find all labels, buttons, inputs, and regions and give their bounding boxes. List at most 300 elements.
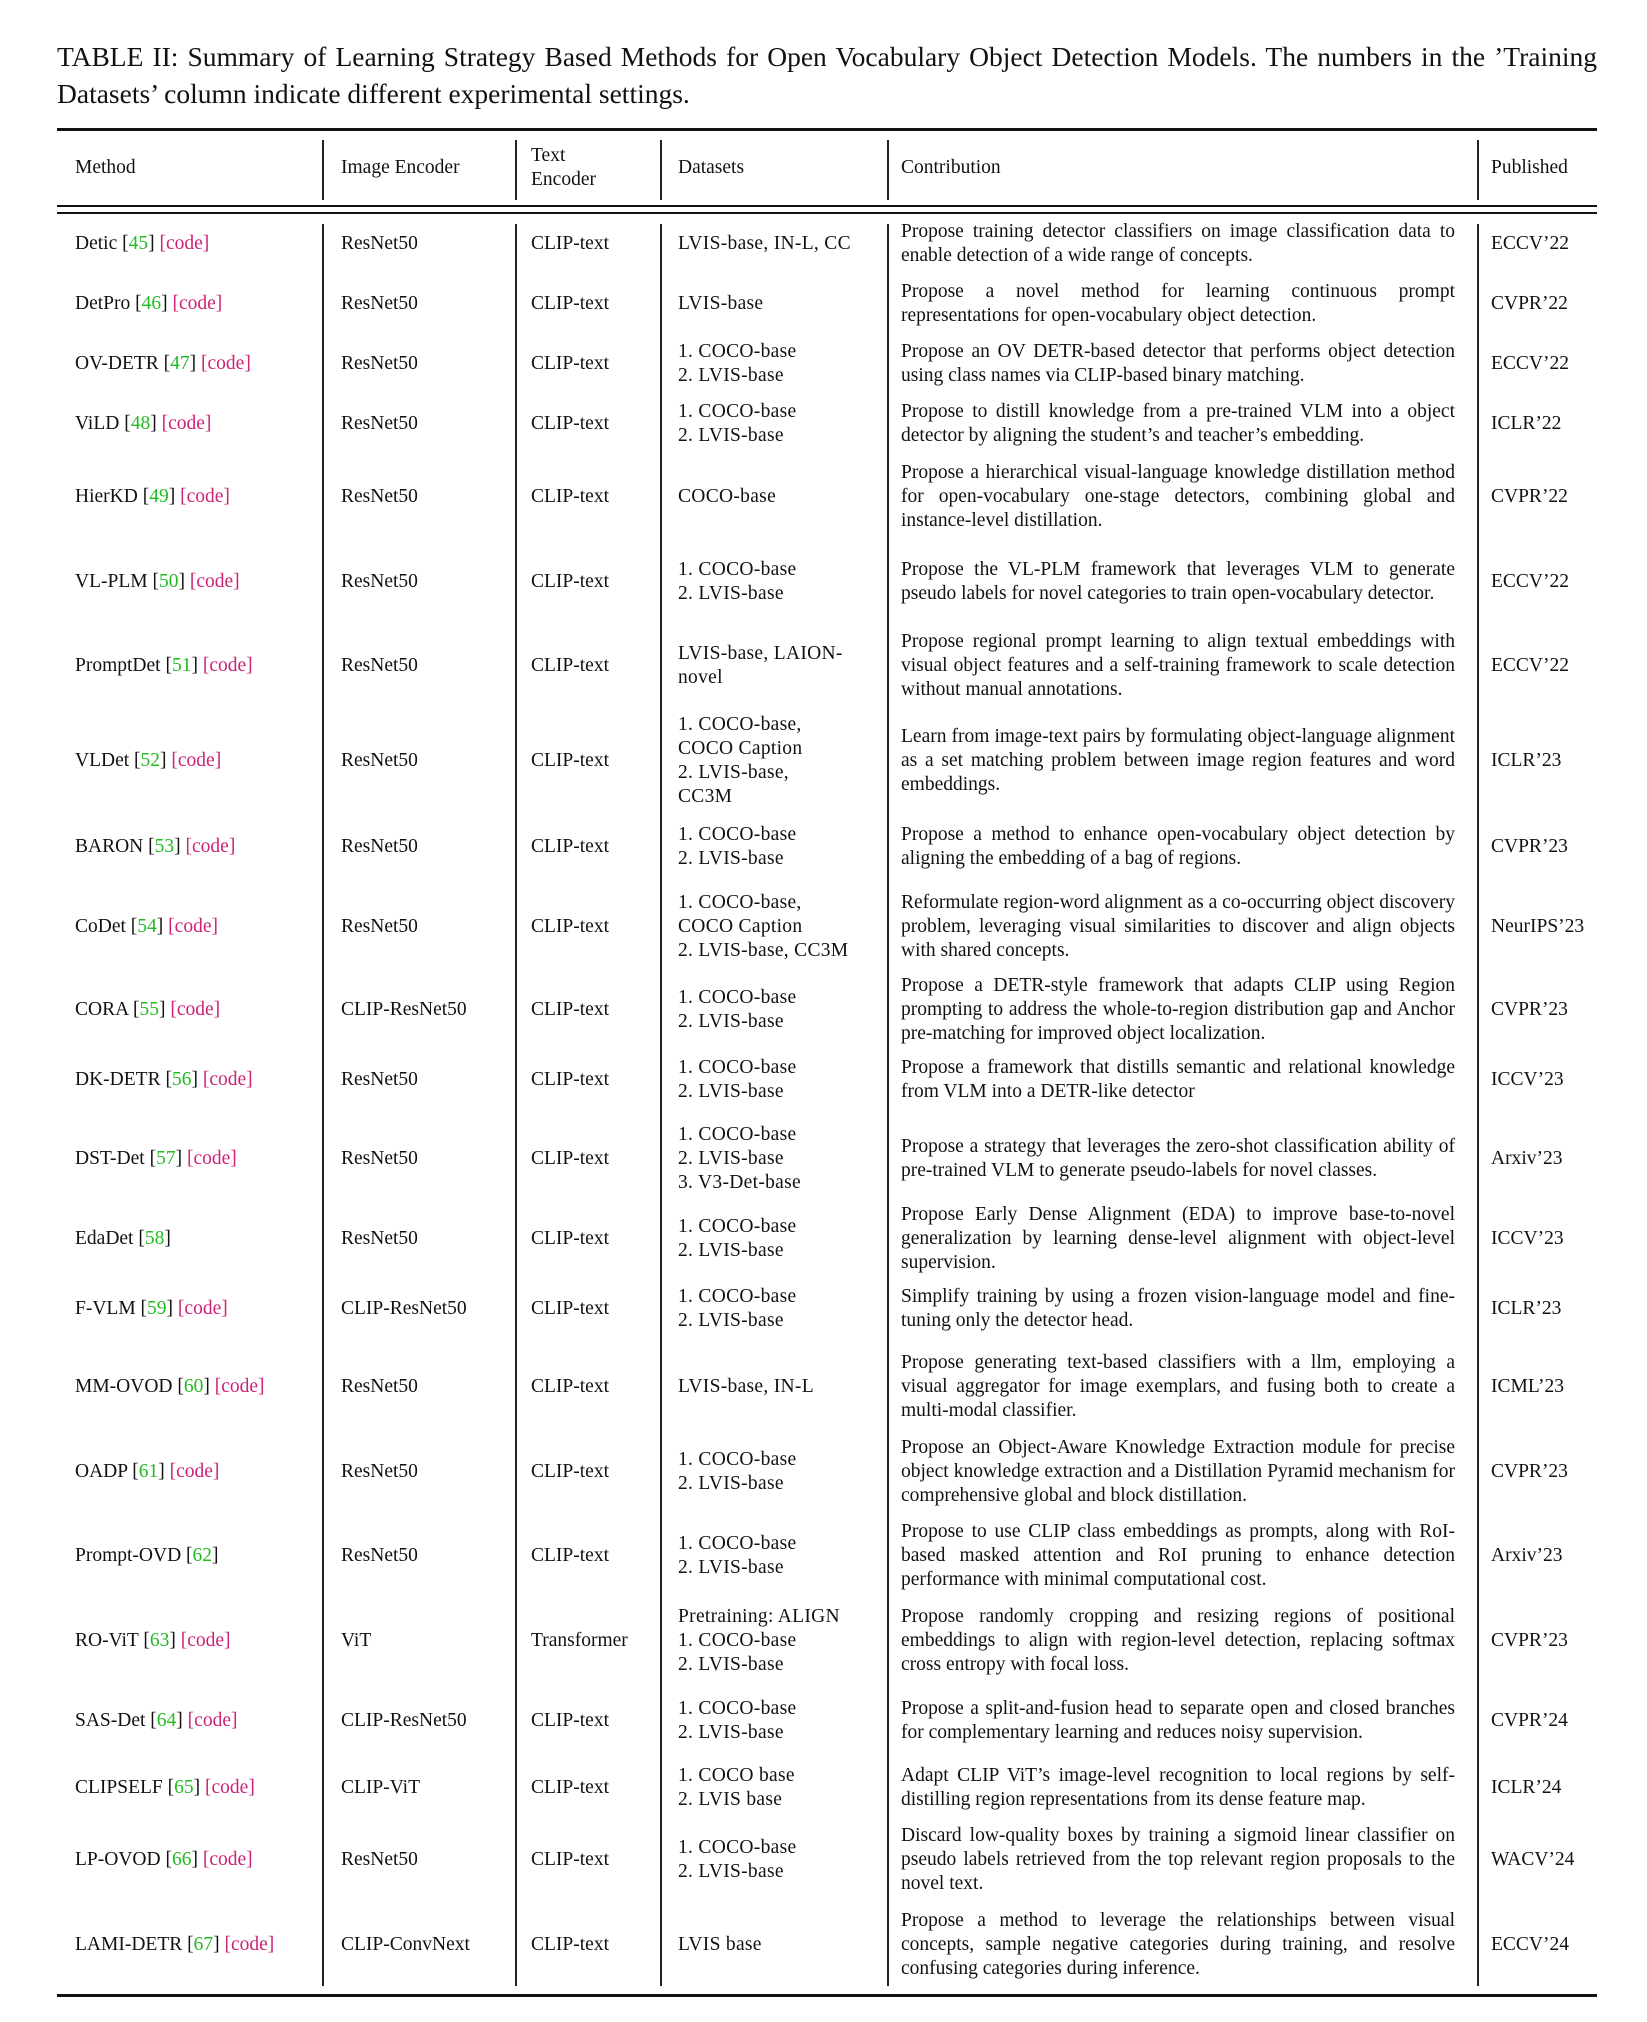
published-cell bbox=[1491, 1046, 1603, 1114]
code-link[interactable]: [code] bbox=[202, 655, 253, 676]
method-cell: Prompt-OVD [62] bbox=[75, 1545, 219, 1566]
table-row bbox=[0, 1046, 1647, 1114]
method-name: DetPro bbox=[75, 293, 131, 314]
contribution-cell bbox=[901, 708, 1455, 814]
method-cell: Detic [45] [code] bbox=[75, 233, 210, 254]
datasets-cell bbox=[678, 454, 868, 540]
image-encoder-cell bbox=[341, 454, 511, 540]
text-encoder-cell bbox=[531, 394, 656, 454]
published-cell bbox=[1491, 1344, 1603, 1430]
citation-link[interactable]: 55 bbox=[139, 999, 159, 1020]
text-encoder-text: CLIP-text bbox=[531, 1069, 609, 1090]
image-encoder-cell bbox=[341, 708, 511, 814]
contribution-text: Propose a method to leverage the relationships between visual concepts, sample negative categories during training, and resolve confusing categories during inference. bbox=[901, 1910, 1455, 1979]
contribution-text: Propose a strategy that leverages the zero-shot classification ability of pre-trained VLM to generate pseudo-labels for novel classes. bbox=[901, 1136, 1455, 1181]
method-name: OV-DETR bbox=[75, 353, 159, 374]
contribution-text: Propose a hierarchical visual-language knowledge distillation method for open-vocabulary one-stage detectors, combining global and instance-level distillation. bbox=[901, 462, 1455, 531]
text-encoder-text: CLIP-text bbox=[531, 1934, 609, 1955]
text-encoder-text: CLIP-text bbox=[531, 1777, 609, 1798]
method-name: HierKD bbox=[75, 486, 138, 507]
datasets-text: 1. COCO-base 2. LVIS-base bbox=[678, 401, 797, 446]
method-name: F-VLM bbox=[75, 1298, 136, 1319]
column-divider bbox=[660, 140, 662, 200]
text-encoder-text: CLIP-text bbox=[531, 353, 609, 374]
text-encoder-text: CLIP-text bbox=[531, 1228, 609, 1249]
method-name: LAMI-DETR bbox=[75, 1934, 183, 1955]
published-text: ICLR’23 bbox=[1491, 750, 1562, 771]
contribution-text: Propose an OV DETR-based detector that performs object detection using class names via CLIP-based binary matching. bbox=[901, 341, 1455, 386]
method-cell: ViLD [48] [code] bbox=[75, 413, 212, 434]
published-cell bbox=[1491, 708, 1603, 814]
datasets-cell bbox=[678, 274, 868, 334]
code-link[interactable]: [code] bbox=[159, 233, 210, 254]
code-link[interactable]: [code] bbox=[170, 999, 221, 1020]
datasets-text: 1. COCO-base 2. LVIS-base bbox=[678, 1837, 797, 1882]
datasets-text: 1. COCO-base, COCO Caption 2. LVIS-base, CC3M bbox=[678, 714, 803, 807]
code-link[interactable]: [code] bbox=[214, 1376, 265, 1397]
published-text: CVPR’24 bbox=[1491, 1710, 1568, 1731]
contribution-text: Propose a split-and-fusion head to separate open and closed branches for complementary learning and reduces noisy supervision. bbox=[901, 1698, 1455, 1743]
datasets-text: LVIS-base, IN-L, CC bbox=[678, 233, 851, 254]
image-encoder-text: ViT bbox=[341, 1630, 372, 1651]
datasets-text: 1. COCO-base 2. LVIS-base bbox=[678, 987, 797, 1032]
code-link[interactable]: [code] bbox=[168, 916, 218, 937]
method-cell: LP-OVOD [66] [code] bbox=[75, 1849, 253, 1870]
published-cell bbox=[1491, 1114, 1603, 1204]
text-encoder-cell bbox=[531, 1684, 656, 1758]
citation-link[interactable]: 61 bbox=[138, 1461, 159, 1482]
method-name: RO-ViT bbox=[75, 1630, 139, 1651]
published-text: ICCV’23 bbox=[1491, 1228, 1564, 1249]
method-name: VL-PLM bbox=[75, 571, 148, 592]
text-encoder-cell bbox=[531, 974, 656, 1046]
image-encoder-text: ResNet50 bbox=[341, 655, 418, 676]
datasets-text: Pretraining: ALIGN 1. COCO-base 2. LVIS-base bbox=[678, 1606, 840, 1675]
image-encoder-cell bbox=[341, 1684, 511, 1758]
datasets-cell bbox=[678, 1274, 868, 1344]
column-divider bbox=[1477, 224, 1479, 1986]
published-cell bbox=[1491, 1204, 1603, 1274]
datasets-cell bbox=[678, 214, 868, 274]
method-cell: VLDet [52] [code] bbox=[75, 750, 222, 771]
text-encoder-cell bbox=[531, 880, 656, 974]
code-link[interactable]: [code] bbox=[186, 1148, 237, 1169]
text-encoder-text: CLIP-text bbox=[531, 836, 609, 857]
table-row bbox=[0, 1902, 1647, 1988]
image-encoder-text: ResNet50 bbox=[341, 1228, 418, 1249]
datasets-cell bbox=[678, 814, 868, 880]
text-encoder-cell bbox=[531, 624, 656, 708]
contribution-cell bbox=[901, 540, 1455, 624]
contribution-text: Propose generating text-based classifiers with a llm, employing a visual aggregator for image exemplars, and fusing both to create a multi-modal classifier. bbox=[901, 1352, 1455, 1421]
method-name: CLIPSELF bbox=[75, 1777, 163, 1798]
citation-link[interactable]: 45 bbox=[128, 233, 149, 254]
text-encoder-text: CLIP-text bbox=[531, 1298, 609, 1319]
contribution-cell bbox=[901, 880, 1455, 974]
table-row bbox=[0, 1818, 1647, 1902]
published-cell bbox=[1491, 1818, 1603, 1902]
column-divider bbox=[515, 140, 517, 200]
text-encoder-text: CLIP-text bbox=[531, 233, 609, 254]
image-encoder-cell bbox=[341, 974, 511, 1046]
contribution-text: Propose Early Dense Alignment (EDA) to improve base-to-novel generalization by learning dense-level alignment with object-level supervision. bbox=[901, 1204, 1455, 1273]
contribution-text: Propose to use CLIP class embeddings as prompts, along with RoI-based masked attention and RoI pruning to enhance detection performance with minimal computational cost. bbox=[901, 1521, 1455, 1590]
datasets-cell bbox=[678, 1114, 868, 1204]
citation-link[interactable]: 67 bbox=[193, 1934, 214, 1955]
published-cell bbox=[1491, 214, 1603, 274]
datasets-text: 1. COCO-base 2. LVIS-base bbox=[678, 559, 797, 604]
published-cell bbox=[1491, 880, 1603, 974]
method-name: PromptDet bbox=[75, 655, 161, 676]
citation-link[interactable]: 47 bbox=[170, 353, 190, 374]
contribution-text: Propose to distill knowledge from a pre-trained VLM into a object detector by aligning the student’s and teacher’s embedding. bbox=[901, 401, 1455, 446]
image-encoder-cell bbox=[341, 1902, 511, 1988]
column-divider bbox=[887, 140, 889, 200]
column-divider bbox=[887, 224, 889, 1986]
method-name: CORA bbox=[75, 999, 129, 1020]
image-encoder-cell bbox=[341, 274, 511, 334]
image-encoder-text: ResNet50 bbox=[341, 916, 418, 937]
header-rule-upper bbox=[57, 205, 1597, 207]
code-link[interactable]: [code] bbox=[177, 1298, 228, 1319]
citation-link[interactable]: 66 bbox=[171, 1849, 192, 1870]
citation-link[interactable]: 58 bbox=[144, 1228, 165, 1249]
method-cell: RO-ViT [63] [code] bbox=[75, 1630, 231, 1651]
image-encoder-text: CLIP-ResNet50 bbox=[341, 999, 467, 1020]
text-encoder-text: CLIP-text bbox=[531, 1849, 609, 1870]
header-method: Method bbox=[75, 157, 136, 178]
published-text: CVPR’23 bbox=[1491, 836, 1568, 857]
citation-link[interactable]: 51 bbox=[171, 655, 192, 676]
published-cell bbox=[1491, 1274, 1603, 1344]
text-encoder-text: CLIP-text bbox=[531, 1710, 609, 1731]
image-encoder-text: CLIP-ViT bbox=[341, 1777, 420, 1798]
image-encoder-cell bbox=[341, 1514, 511, 1598]
datasets-text: 1. COCO-base 2. LVIS-base 3. V3-Det-base bbox=[678, 1124, 801, 1193]
code-link[interactable]: [code] bbox=[172, 293, 223, 314]
method-name: SAS-Det bbox=[75, 1710, 146, 1731]
image-encoder-cell bbox=[341, 1114, 511, 1204]
method-cell: EdaDet [58] bbox=[75, 1228, 171, 1249]
image-encoder-cell bbox=[341, 334, 511, 394]
text-encoder-text: CLIP-text bbox=[531, 293, 609, 314]
contribution-cell bbox=[901, 454, 1455, 540]
method-cell: DetPro [46] [code] bbox=[75, 293, 223, 314]
image-encoder-cell bbox=[341, 1758, 511, 1818]
method-name: ViLD bbox=[75, 413, 120, 434]
text-encoder-text: CLIP-text bbox=[531, 1461, 609, 1482]
datasets-cell bbox=[678, 394, 868, 454]
citation-link[interactable]: 48 bbox=[130, 413, 151, 434]
datasets-text: 1. COCO-base 2. LVIS-base bbox=[678, 341, 797, 386]
text-encoder-text: CLIP-text bbox=[531, 1376, 609, 1397]
table-row bbox=[0, 624, 1647, 708]
image-encoder-cell bbox=[341, 1430, 511, 1514]
datasets-cell bbox=[678, 1684, 868, 1758]
table-row bbox=[0, 1598, 1647, 1684]
table-row bbox=[0, 274, 1647, 334]
datasets-text: LVIS-base bbox=[678, 293, 764, 314]
citation-link[interactable]: 52 bbox=[140, 750, 161, 771]
table-row bbox=[0, 708, 1647, 814]
text-encoder-cell bbox=[531, 708, 656, 814]
method-cell: DST-Det [57] [code] bbox=[75, 1148, 237, 1169]
citation-link[interactable]: 49 bbox=[149, 486, 169, 507]
image-encoder-text: ResNet50 bbox=[341, 353, 418, 374]
column-divider bbox=[660, 224, 662, 1986]
code-link[interactable]: [code] bbox=[180, 1630, 231, 1651]
datasets-text: 1. COCO-base 2. LVIS-base bbox=[678, 1057, 797, 1102]
contribution-text: Adapt CLIP ViT’s image-level recognition to local regions by self-distilling region representations from its dense feature map. bbox=[901, 1765, 1455, 1810]
published-cell bbox=[1491, 394, 1603, 454]
published-cell bbox=[1491, 1430, 1603, 1514]
method-cell: DK-DETR [56] [code] bbox=[75, 1069, 253, 1090]
image-encoder-text: ResNet50 bbox=[341, 1545, 418, 1566]
method-name: DK-DETR bbox=[75, 1069, 161, 1090]
text-encoder-text: CLIP-text bbox=[531, 486, 609, 507]
method-cell: CLIPSELF [65] [code] bbox=[75, 1777, 255, 1798]
image-encoder-text: ResNet50 bbox=[341, 1461, 418, 1482]
contribution-cell bbox=[901, 814, 1455, 880]
image-encoder-text: CLIP-ConvNext bbox=[341, 1934, 470, 1955]
text-encoder-cell bbox=[531, 1046, 656, 1114]
image-encoder-cell bbox=[341, 540, 511, 624]
table-row bbox=[0, 880, 1647, 974]
image-encoder-cell bbox=[341, 1344, 511, 1430]
table-header bbox=[0, 131, 1647, 205]
table-row bbox=[0, 1114, 1647, 1204]
published-cell bbox=[1491, 334, 1603, 394]
contribution-text: Propose an Object-Aware Knowledge Extraction module for precise object knowledge extraction and a Distillation Pyramid mechanism for comprehensive global and block distillation. bbox=[901, 1437, 1455, 1506]
published-text: ECCV’22 bbox=[1491, 353, 1569, 374]
image-encoder-text: ResNet50 bbox=[341, 293, 418, 314]
code-link[interactable]: [code] bbox=[171, 750, 222, 771]
citation-link[interactable]: 46 bbox=[141, 293, 162, 314]
datasets-cell bbox=[678, 1430, 868, 1514]
citation-link[interactable]: 50 bbox=[158, 571, 179, 592]
published-text: ICML’23 bbox=[1491, 1376, 1564, 1397]
image-encoder-cell bbox=[341, 880, 511, 974]
method-name: OADP bbox=[75, 1461, 128, 1482]
method-cell: PromptDet [51] [code] bbox=[75, 655, 253, 676]
datasets-cell bbox=[678, 334, 868, 394]
datasets-cell bbox=[678, 1344, 868, 1430]
image-encoder-cell bbox=[341, 1818, 511, 1902]
contribution-text: Discard low-quality boxes by training a sigmoid linear classifier on pseudo labels retrieved from the top relevant region proposals to the novel text. bbox=[901, 1825, 1455, 1894]
image-encoder-text: ResNet50 bbox=[341, 836, 418, 857]
contribution-cell bbox=[901, 1514, 1455, 1598]
published-cell bbox=[1491, 1758, 1603, 1818]
contribution-text: Reformulate region-word alignment as a co-occurring object discovery problem, leveraging visual similarities to discover and align objects with shared concepts. bbox=[901, 892, 1455, 961]
method-cell: BARON [53] [code] bbox=[75, 836, 236, 857]
datasets-text: 1. COCO-base, COCO Caption 2. LVIS-base, CC3M bbox=[678, 892, 849, 961]
published-cell bbox=[1491, 540, 1603, 624]
image-encoder-text: ResNet50 bbox=[341, 750, 418, 771]
text-encoder-text: CLIP-text bbox=[531, 750, 609, 771]
table-row bbox=[0, 814, 1647, 880]
method-cell: HierKD [49] [code] bbox=[75, 486, 230, 507]
text-encoder-text: CLIP-text bbox=[531, 916, 609, 937]
published-text: WACV’24 bbox=[1491, 1849, 1575, 1870]
datasets-cell bbox=[678, 1758, 868, 1818]
text-encoder-text: CLIP-text bbox=[531, 413, 609, 434]
published-cell bbox=[1491, 1598, 1603, 1684]
datasets-cell bbox=[678, 1046, 868, 1114]
table-row bbox=[0, 214, 1647, 274]
method-cell: CORA [55] [code] bbox=[75, 999, 221, 1020]
text-encoder-text: CLIP-text bbox=[531, 571, 609, 592]
text-encoder-text: CLIP-text bbox=[531, 1545, 609, 1566]
image-encoder-cell bbox=[341, 1204, 511, 1274]
citation-link[interactable]: 54 bbox=[137, 916, 157, 937]
text-encoder-cell bbox=[531, 1430, 656, 1514]
datasets-text: 1. COCO-base 2. LVIS-base bbox=[678, 1216, 797, 1261]
text-encoder-cell bbox=[531, 334, 656, 394]
text-encoder-cell bbox=[531, 1114, 656, 1204]
citation-link[interactable]: 63 bbox=[149, 1630, 170, 1651]
published-text: ICLR’24 bbox=[1491, 1777, 1562, 1798]
published-cell bbox=[1491, 974, 1603, 1046]
code-link[interactable]: [code] bbox=[205, 1777, 255, 1798]
published-text: Arxiv’23 bbox=[1491, 1545, 1563, 1566]
datasets-cell bbox=[678, 624, 868, 708]
text-encoder-cell bbox=[531, 814, 656, 880]
table-row bbox=[0, 540, 1647, 624]
datasets-cell bbox=[678, 880, 868, 974]
method-name: BARON bbox=[75, 836, 144, 857]
text-encoder-cell bbox=[531, 1344, 656, 1430]
code-link[interactable]: [code] bbox=[224, 1934, 275, 1955]
method-cell: MM-OVOD [60] [code] bbox=[75, 1376, 265, 1397]
contribution-text: Propose a method to enhance open-vocabulary object detection by aligning the embedding of a bag of regions. bbox=[901, 824, 1455, 869]
datasets-cell bbox=[678, 1818, 868, 1902]
contribution-cell bbox=[901, 1430, 1455, 1514]
published-text: ECCV’22 bbox=[1491, 571, 1569, 592]
citation-link[interactable]: 59 bbox=[147, 1298, 167, 1319]
method-cell: CoDet [54] [code] bbox=[75, 916, 218, 937]
image-encoder-text: ResNet50 bbox=[341, 1376, 418, 1397]
citation-link[interactable]: 60 bbox=[183, 1376, 204, 1397]
table-row bbox=[0, 394, 1647, 454]
column-divider bbox=[515, 224, 517, 1986]
citation-link[interactable]: 57 bbox=[156, 1148, 176, 1169]
image-encoder-text: ResNet50 bbox=[341, 571, 418, 592]
text-encoder-text: Transformer bbox=[531, 1630, 628, 1651]
method-name: EdaDet bbox=[75, 1228, 134, 1249]
code-link[interactable]: [code] bbox=[169, 1461, 220, 1482]
contribution-cell bbox=[901, 1274, 1455, 1344]
contribution-cell bbox=[901, 334, 1455, 394]
image-encoder-cell bbox=[341, 1274, 511, 1344]
published-text: ECCV’24 bbox=[1491, 1934, 1569, 1955]
image-encoder-text: ResNet50 bbox=[341, 233, 418, 254]
code-link[interactable]: [code] bbox=[161, 413, 212, 434]
image-encoder-text: ResNet50 bbox=[341, 1069, 418, 1090]
image-encoder-text: ResNet50 bbox=[341, 486, 418, 507]
image-encoder-cell bbox=[341, 624, 511, 708]
contribution-text: Propose a novel method for learning continuous prompt representations for open-vocabulary object detection. bbox=[901, 281, 1455, 326]
code-link[interactable]: [code] bbox=[185, 836, 236, 857]
code-link[interactable]: [code] bbox=[201, 353, 251, 374]
code-link[interactable]: [code] bbox=[189, 571, 240, 592]
text-encoder-cell bbox=[531, 540, 656, 624]
text-encoder-cell bbox=[531, 274, 656, 334]
header-image-encoder: Image Encoder bbox=[341, 157, 460, 178]
code-link[interactable]: [code] bbox=[180, 486, 230, 507]
datasets-text: 1. COCO base 2. LVIS base bbox=[678, 1765, 795, 1810]
published-cell bbox=[1491, 1902, 1603, 1988]
header-contribution: Contribution bbox=[901, 157, 1001, 178]
code-link[interactable]: [code] bbox=[202, 1849, 253, 1870]
contribution-text: Propose the VL-PLM framework that leverages VLM to generate pseudo labels for novel categories to train open-vocabulary detector. bbox=[901, 559, 1455, 604]
image-encoder-cell bbox=[341, 1598, 511, 1684]
method-cell: VL-PLM [50] [code] bbox=[75, 571, 240, 592]
code-link[interactable]: [code] bbox=[202, 1069, 253, 1090]
published-cell bbox=[1491, 624, 1603, 708]
datasets-cell bbox=[678, 974, 868, 1046]
table-row bbox=[0, 1514, 1647, 1598]
contribution-cell bbox=[901, 1114, 1455, 1204]
method-cell: SAS-Det [64] [code] bbox=[75, 1710, 238, 1731]
published-cell bbox=[1491, 1514, 1603, 1598]
published-text: CVPR’22 bbox=[1491, 293, 1568, 314]
text-encoder-cell bbox=[531, 1818, 656, 1902]
contribution-text: Simplify training by using a frozen vision-language model and fine-tuning only the detector head. bbox=[901, 1286, 1455, 1331]
table-row bbox=[0, 1684, 1647, 1758]
text-encoder-cell bbox=[531, 1274, 656, 1344]
image-encoder-text: CLIP-ResNet50 bbox=[341, 1298, 467, 1319]
method-cell: LAMI-DETR [67] [code] bbox=[75, 1934, 275, 1955]
citation-link[interactable]: 62 bbox=[192, 1545, 213, 1566]
citation-link[interactable]: 65 bbox=[174, 1777, 194, 1798]
image-encoder-cell bbox=[341, 394, 511, 454]
text-encoder-text: CLIP-text bbox=[531, 1148, 609, 1169]
column-divider bbox=[322, 140, 324, 200]
method-name: MM-OVOD bbox=[75, 1376, 173, 1397]
text-encoder-text: CLIP-text bbox=[531, 655, 609, 676]
method-name: Prompt-OVD bbox=[75, 1545, 182, 1566]
image-encoder-cell bbox=[341, 814, 511, 880]
image-encoder-cell bbox=[341, 1046, 511, 1114]
method-cell: F-VLM [59] [code] bbox=[75, 1298, 228, 1319]
published-cell bbox=[1491, 1684, 1603, 1758]
published-cell bbox=[1491, 814, 1603, 880]
text-encoder-cell bbox=[531, 1598, 656, 1684]
citation-link[interactable]: 64 bbox=[156, 1710, 177, 1731]
datasets-text: 1. COCO-base 2. LVIS-base bbox=[678, 1698, 797, 1743]
table-row bbox=[0, 454, 1647, 540]
contribution-text: Propose randomly cropping and resizing regions of positional embeddings to align with region-level detection, replacing softmax cross entropy with focal loss. bbox=[901, 1606, 1455, 1675]
text-encoder-cell bbox=[531, 454, 656, 540]
text-encoder-cell bbox=[531, 1902, 656, 1988]
datasets-cell bbox=[678, 1204, 868, 1274]
contribution-cell bbox=[901, 974, 1455, 1046]
contribution-cell bbox=[901, 1046, 1455, 1114]
contribution-cell bbox=[901, 274, 1455, 334]
column-divider bbox=[322, 224, 324, 1986]
code-link[interactable]: [code] bbox=[187, 1710, 238, 1731]
datasets-cell bbox=[678, 708, 868, 814]
datasets-text: 1. COCO-base 2. LVIS-base bbox=[678, 1286, 797, 1331]
method-name: LP-OVOD bbox=[75, 1849, 161, 1870]
table-row bbox=[0, 974, 1647, 1046]
table-row bbox=[0, 1274, 1647, 1344]
contribution-text: Propose training detector classifiers on image classification data to enable detection of a wide range of concepts. bbox=[901, 221, 1455, 266]
table-row bbox=[0, 1430, 1647, 1514]
citation-link[interactable]: 56 bbox=[171, 1069, 192, 1090]
citation-link[interactable]: 53 bbox=[154, 836, 175, 857]
published-text: ECCV’22 bbox=[1491, 655, 1569, 676]
